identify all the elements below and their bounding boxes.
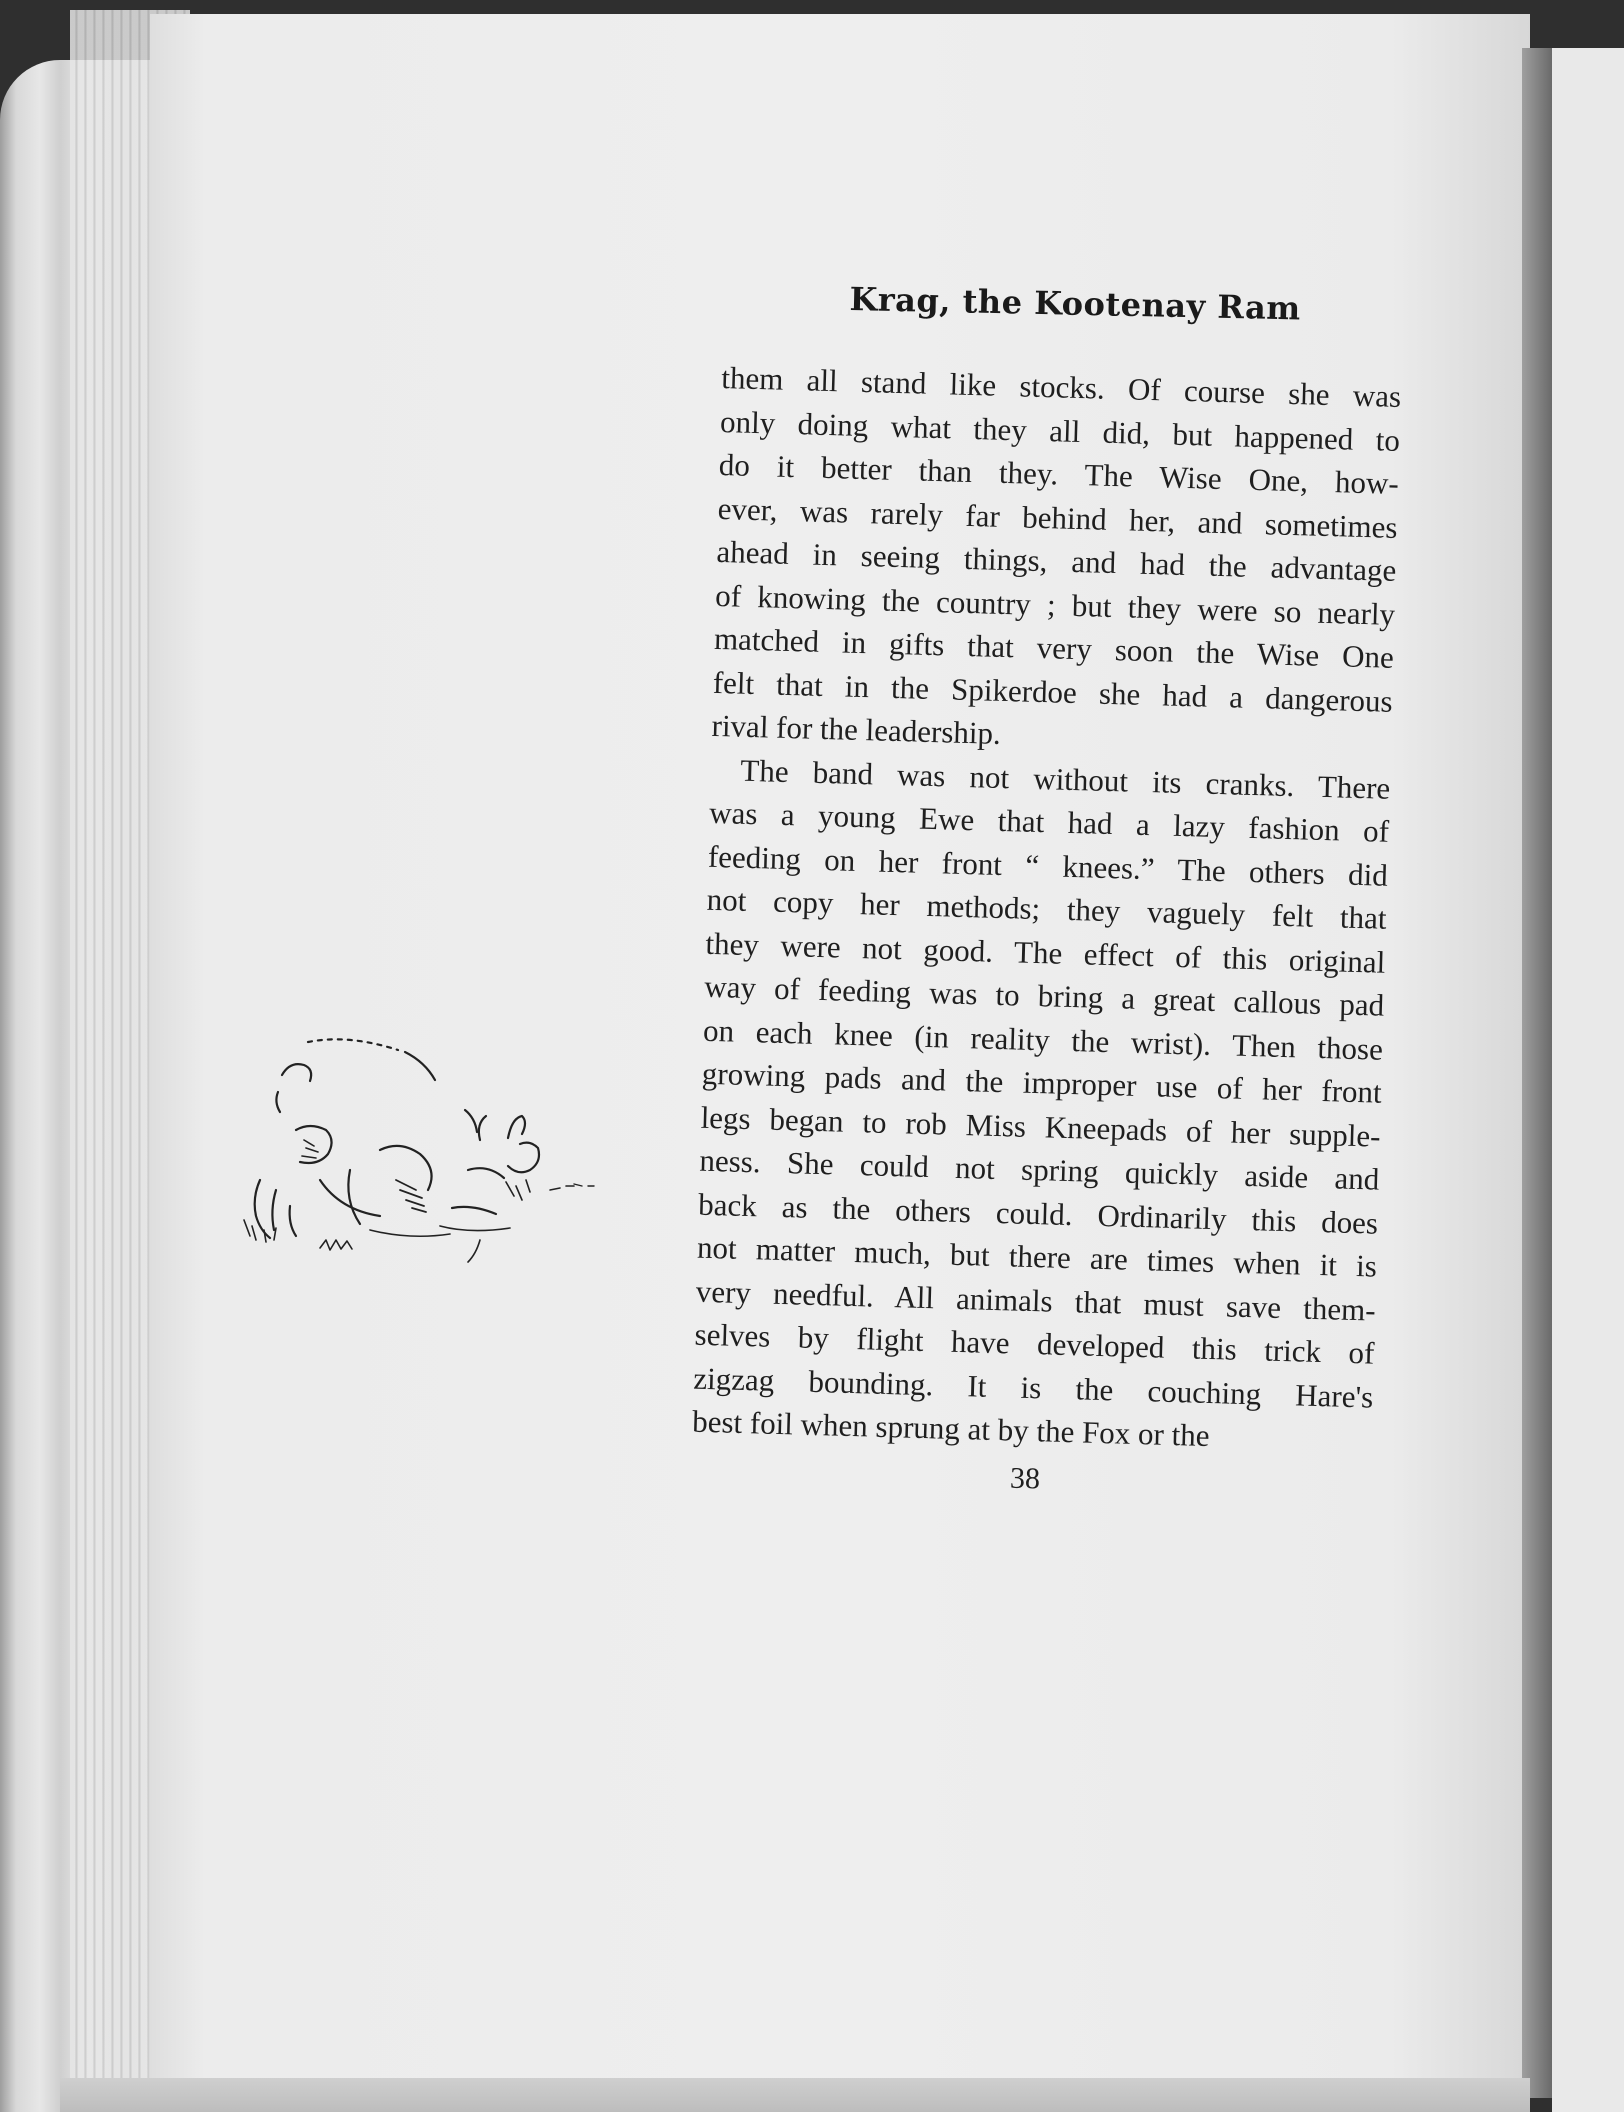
bottom-page-edge <box>60 2078 1530 2112</box>
text-line: rival for the leadership. <box>711 707 1002 751</box>
text-line: ahead in seeing things, and had the advantage <box>716 533 1397 588</box>
text-line: them all stand like stocks. Of course she was <box>720 359 1402 414</box>
text-line: back as the others could. Ordinarily this does <box>697 1186 1379 1241</box>
text-line: only doing what they all did, but happened to <box>719 403 1401 458</box>
kneeling-ewe-sketch-icon <box>220 1030 640 1330</box>
text-line: selves by flight have developed this trick of <box>694 1316 1375 1371</box>
text-line: they were not good. The effect of this original <box>705 925 1386 980</box>
text-line: best foil when sprung at by the Fox or the <box>691 1403 1210 1454</box>
text-line: feeding on her front “ knees.” The others did <box>707 838 1389 893</box>
text-line: was a young Ewe that had a lazy fashion of <box>708 794 1390 849</box>
text-line: of knowing the country ; but they were so nearly <box>714 577 1396 632</box>
text-line: The band was not without its cranks. There <box>739 752 1391 806</box>
text-line: on each knee (in reality the wrist). Then those <box>702 1012 1384 1067</box>
text-line: not matter much, but there are times when it is <box>696 1229 1378 1284</box>
running-head: Krag, the Kootenay Ram <box>849 280 1302 328</box>
text-line: felt that in the Spikerdoe she had a dangerous <box>712 664 1394 719</box>
text-line: zigzag bounding. It is the couching Hare's <box>692 1360 1374 1415</box>
text-line: growing pads and the improper use of her front <box>701 1055 1383 1110</box>
text-line: ness. She could not spring quickly aside and <box>699 1142 1380 1197</box>
text-line: not copy her methods; they vaguely felt that <box>706 881 1388 936</box>
body-text <box>692 356 1402 1462</box>
text-line: ever, was rarely far behind her, and sometimes <box>717 490 1398 545</box>
text-line: legs began to rob Miss Kneepads of her supple- <box>700 1099 1381 1154</box>
text-line: matched in gifts that very soon the Wise One <box>713 620 1395 675</box>
text-line: very needful. All animals that must save them- <box>695 1273 1377 1328</box>
text-line: do it better than they. The Wise One, how- <box>718 446 1400 501</box>
facing-page-edge <box>1552 48 1624 2112</box>
page-number: 38 <box>1009 1461 1041 1496</box>
text-line: way of feeding was to bring a great callous pad <box>703 968 1385 1023</box>
gutter-shadow <box>1522 48 1552 2098</box>
